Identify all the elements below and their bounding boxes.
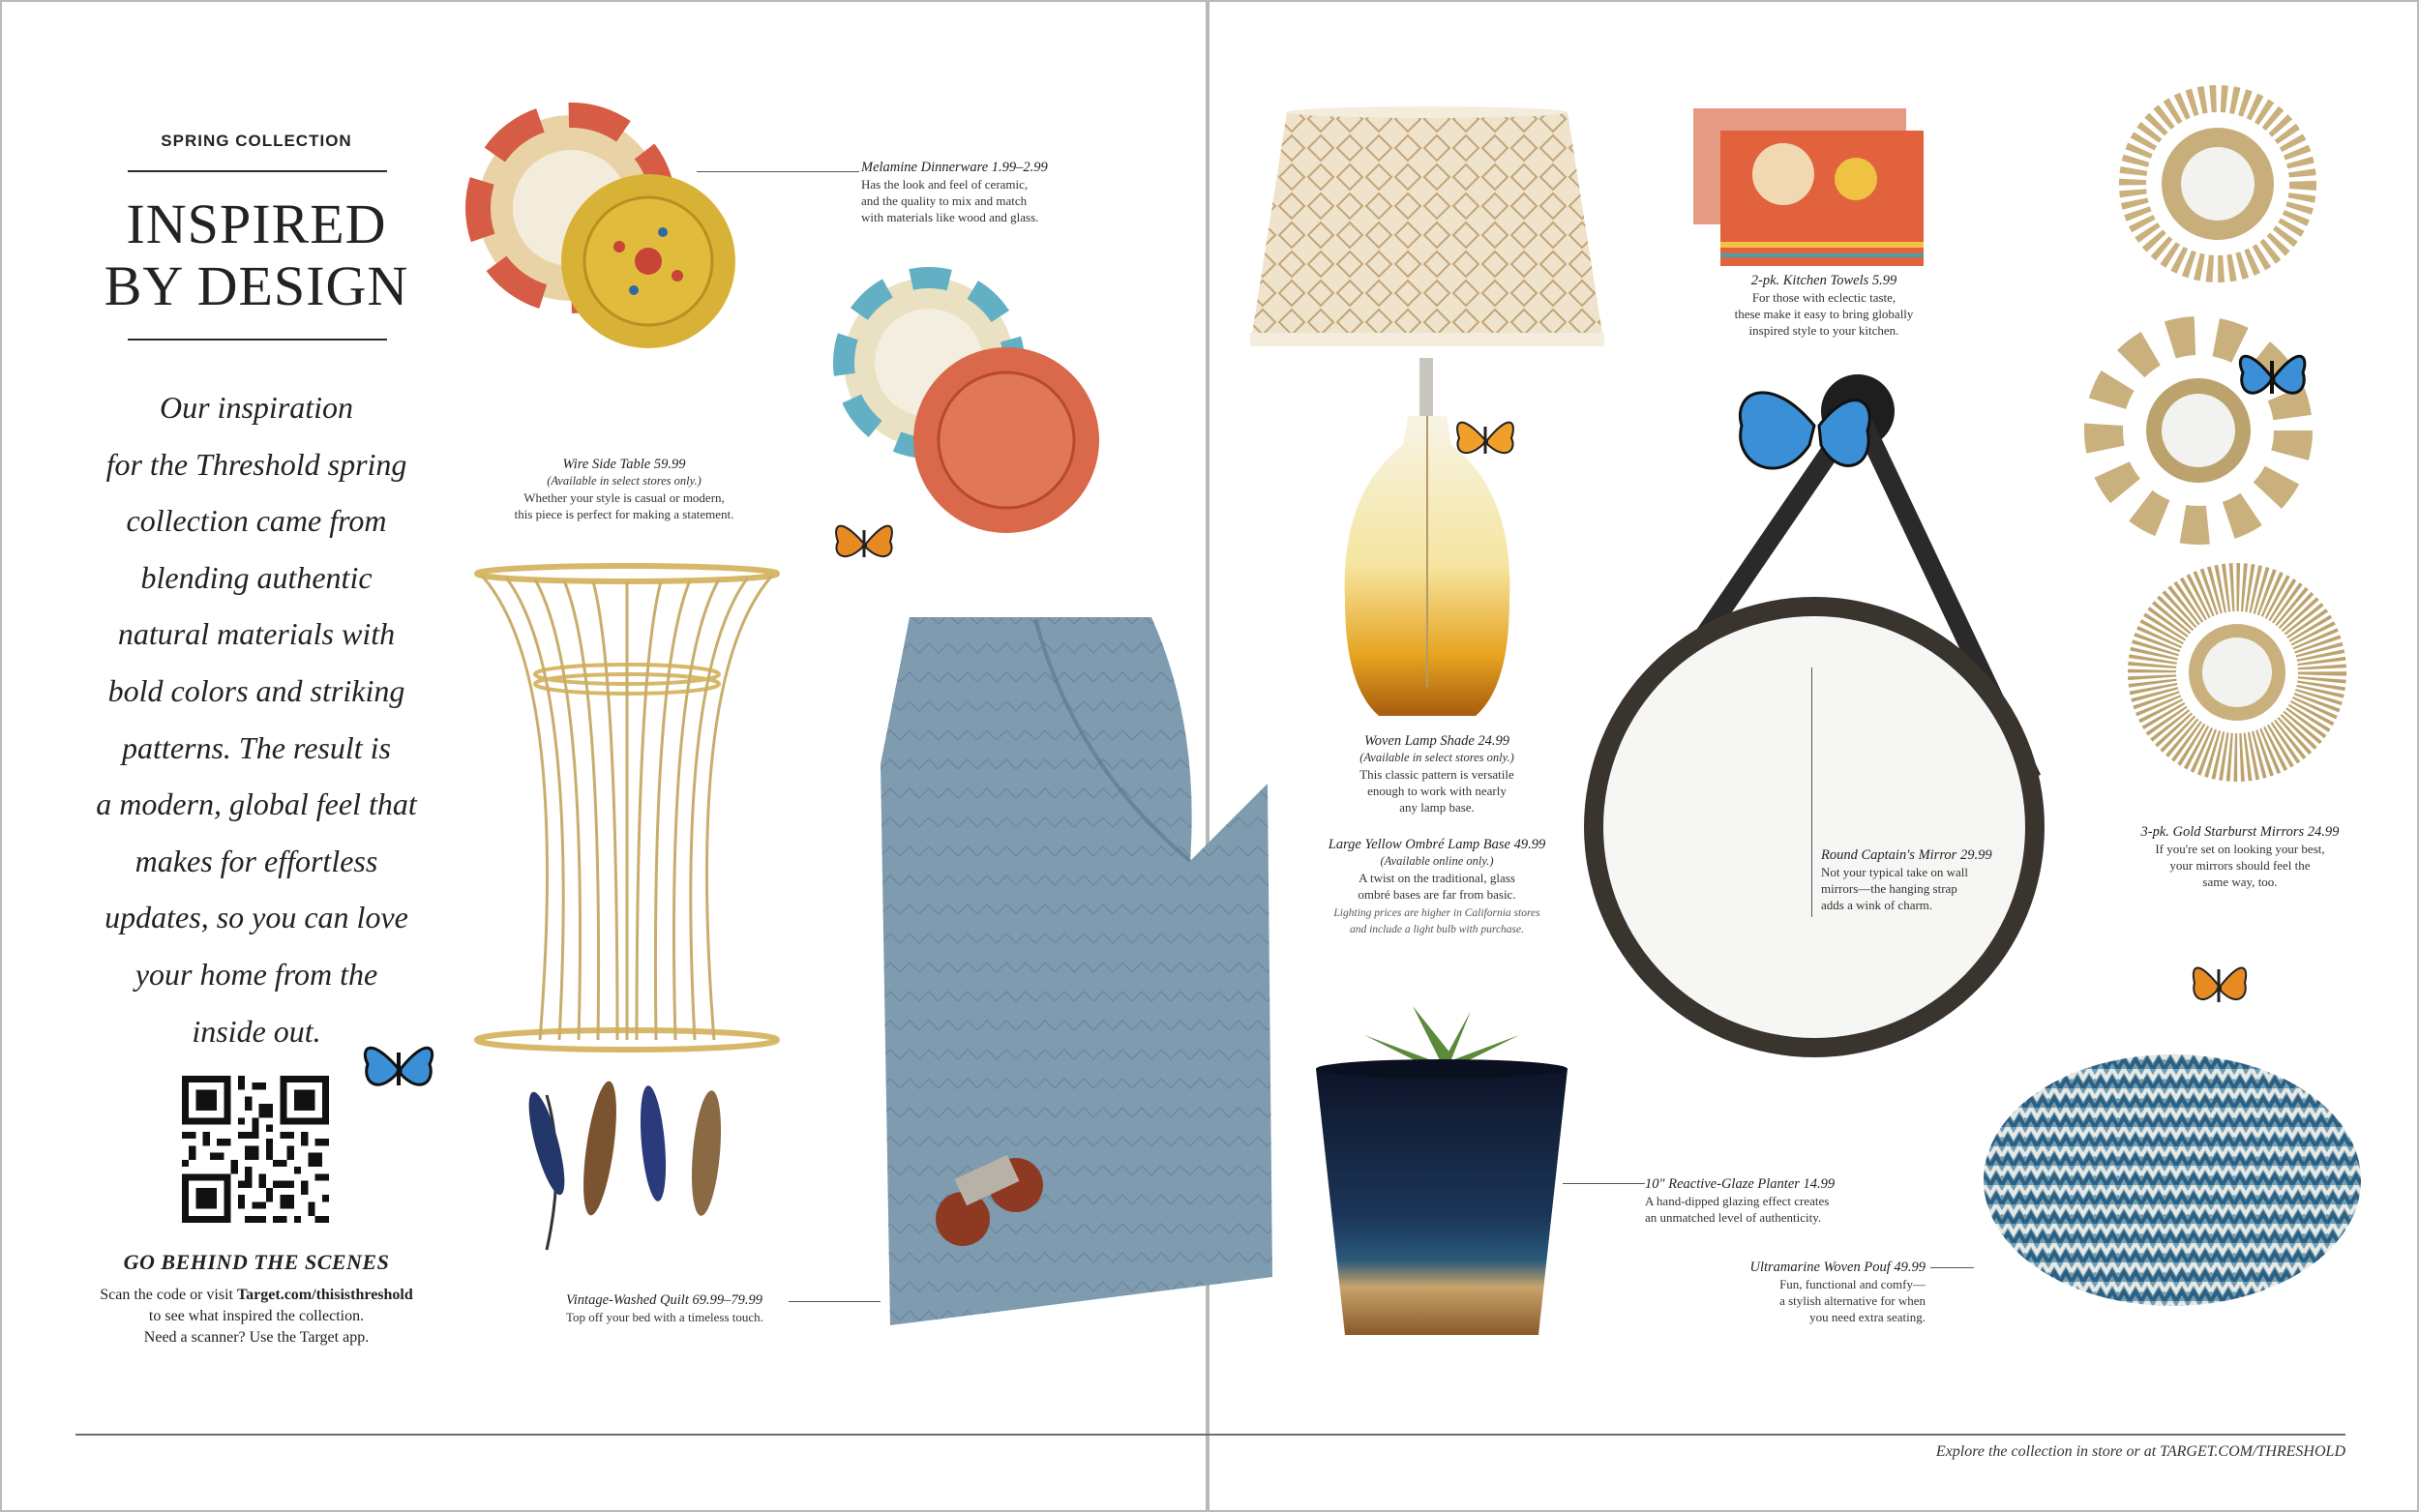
woven-lamp-shade-image	[1248, 104, 1606, 356]
headline-rule-bottom	[128, 339, 387, 341]
thisisthreshold-link[interactable]: Target.com/thisisthreshold	[236, 1287, 413, 1303]
planter-leader	[1563, 1183, 1645, 1184]
lamp-shade-caption: Woven Lamp Shade 24.99 (Available in select stores only.) This classic pattern is versatile enough to work with nearly any lamp base.	[1359, 733, 1514, 815]
footer-rule	[75, 1434, 2345, 1436]
round-captains-mirror-image	[1568, 372, 2051, 1137]
section-eyebrow: SPRING COLLECTION	[161, 132, 352, 150]
vintage-washed-quilt-image	[861, 609, 1287, 1335]
wire-side-table-image	[472, 566, 782, 1054]
butterfly-orange-lamp-icon	[1451, 411, 1519, 469]
dinnerware-leader	[697, 171, 859, 172]
behind-scenes-title: GO BEHIND THE SCENES	[123, 1250, 390, 1274]
intro-line: blending authentic	[140, 559, 373, 595]
kitchen-towels-image	[1691, 106, 1924, 271]
ultramarine-woven-pouf-image	[1979, 1050, 2366, 1311]
footer-cta[interactable]: Explore the collection in store or at TARGET.COM/THRESHOLD	[1935, 1443, 2345, 1460]
feathers-image	[518, 1076, 740, 1260]
intro-line: a modern, global feel that	[96, 786, 417, 822]
kitchen-towels-caption: 2-pk. Kitchen Towels 5.99 For those with eclectic taste, these make it easy to bring globally inspired style to your kitchen.	[1734, 273, 1914, 338]
melamine-plates-image	[842, 266, 1132, 547]
intro-line: makes for effortless	[134, 843, 378, 878]
intro-line: your home from the	[134, 956, 378, 992]
pouf-leader	[1930, 1267, 1974, 1268]
mirror-leader	[1811, 667, 1812, 917]
planter-caption: 10" Reactive-Glaze Planter 14.99 A hand-dipped glazing effect creates an unmatched level of authenticity.	[1645, 1176, 1836, 1225]
side-table-caption: Wire Side Table 59.99 (Available in select stores only.) Whether your style is casual or modern, this piece is perfect for making a statement.	[514, 457, 734, 521]
intro-line: bold colors and striking	[107, 672, 405, 708]
intro-line: collection came from	[126, 503, 387, 539]
intro-paragraph	[68, 379, 445, 1059]
intro-line: Our inspiration	[159, 390, 354, 425]
qr-code[interactable]	[182, 1076, 329, 1223]
dinnerware-caption: Melamine Dinnerware 1.99–2.99 Has the look and feel of ceramic, and the quality to mix and match with materials like wood and glass.	[861, 160, 1048, 224]
starburst-mirrors-caption: 3-pk. Gold Starburst Mirrors 24.99 If you're set on looking your best, your mirrors should feel the same way, too.	[2140, 824, 2340, 889]
gold-starburst-mirrors-image	[2082, 87, 2355, 755]
butterfly-orange-icon	[830, 515, 898, 573]
lamp-base-caption: Large Yellow Ombré Lamp Base 49.99 (Available online only.) A twist on the traditional, glass ombré bases are far from basic. Lighting prices are higher in California stores and include a light bulb with purchase.	[1328, 837, 1546, 935]
melamine-dinnerware-image	[474, 111, 784, 363]
intro-line: natural materials with	[117, 616, 396, 652]
butterfly-blue-icon	[360, 1035, 437, 1103]
pouf-caption: Ultramarine Woven Pouf 49.99 Fun, functional and comfy— a stylish alternative for when you need extra seating.	[1749, 1260, 1926, 1324]
headline-rule-top	[128, 170, 387, 172]
intro-line: inside out.	[192, 1013, 321, 1049]
headline-line-2: BY DESIGN	[104, 254, 409, 317]
headline-line-1: INSPIRED	[126, 193, 387, 255]
butterfly-blue-mirror-icon	[1740, 393, 1869, 468]
intro-line: updates, so you can love	[105, 900, 408, 935]
page-headline	[77, 193, 435, 317]
mirror-caption: Round Captain's Mirror 29.99 Not your typical take on wall mirrors—the hanging strap adds a wink of charm.	[1821, 847, 1992, 912]
intro-line: patterns. The result is	[122, 729, 391, 765]
reactive-glaze-planter-image	[1306, 1006, 1577, 1345]
intro-line: for the Threshold spring	[105, 446, 407, 482]
behind-scenes-body: Scan the code or visit Target.com/thisisthreshold to see what inspired the collection. Need a scanner? Use the Target app.	[100, 1287, 413, 1346]
butterfly-orange-right-icon	[2189, 956, 2249, 1016]
butterfly-blue-right-icon	[2235, 343, 2308, 411]
quilt-caption: Vintage-Washed Quilt 69.99–79.99 Top off your bed with a timeless touch.	[566, 1292, 763, 1324]
